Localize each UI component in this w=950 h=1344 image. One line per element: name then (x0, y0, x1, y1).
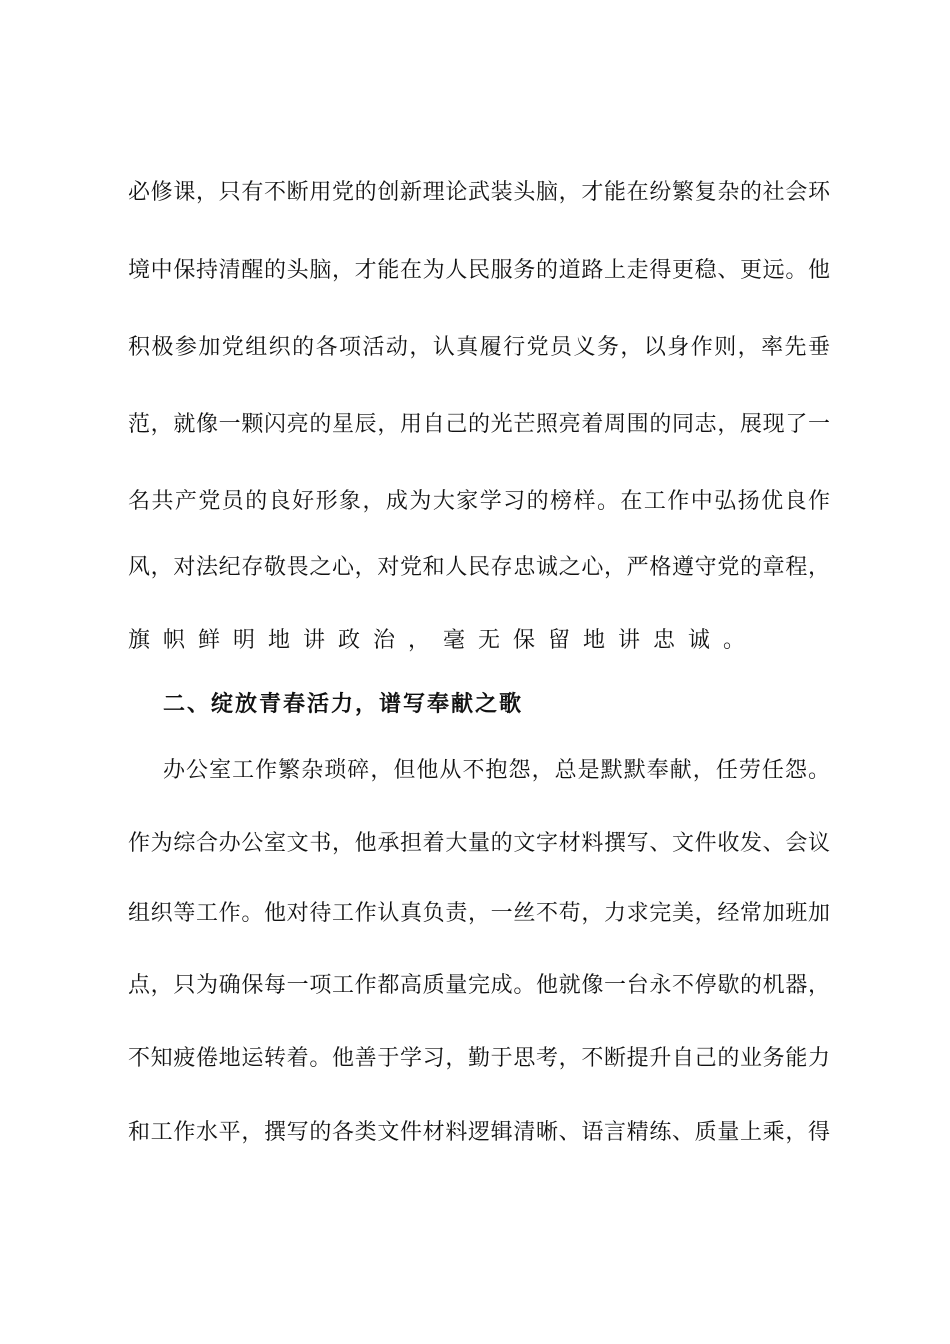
paragraph-line: 旗帜鲜明地讲政治，毫无保留地讲忠诚。 (128, 627, 759, 652)
paragraph-line: 作为综合办公室文书，他承担着大量的文字材料撰写、文件收发、会议 (128, 830, 830, 855)
section-heading: 二、绽放青春活力，谱写奉献之歌 (163, 691, 524, 716)
paragraph-line: 境中保持清醒的头脑，才能在为人民服务的道路上走得更稳、更远。他 (128, 257, 830, 282)
paragraph-line: 名共产党员的良好形象，成为大家学习的榜样。在工作中弘扬优良作 (128, 488, 830, 513)
paragraph-line: 办公室工作繁杂琐碎，但他从不抱怨，总是默默奉献，任劳任怨。 (163, 757, 830, 782)
paragraph-line: 风，对法纪存敬畏之心，对党和人民存忠诚之心，严格遵守党的章程， (128, 554, 830, 579)
paragraph-line: 范，就像一颗闪亮的星辰，用自己的光芒照亮着周围的同志，展现了一 (128, 411, 830, 436)
paragraph-line: 点，只为确保每一项工作都高质量完成。他就像一台永不停歇的机器， (128, 972, 830, 997)
paragraph-line: 积极参加党组织的各项活动，认真履行党员义务，以身作则，率先垂 (128, 334, 830, 359)
paragraph-line: 必修课，只有不断用党的创新理论武装头脑，才能在纷繁复杂的社会环 (128, 179, 830, 204)
paragraph-line: 不知疲倦地运转着。他善于学习，勤于思考，不断提升自己的业务能力 (128, 1045, 830, 1070)
paragraph-line: 和工作水平，撰写的各类文件材料逻辑清晰、语言精练、质量上乘，得 (128, 1119, 830, 1144)
paragraph-line: 组织等工作。他对待工作认真负责，一丝不苟，力求完美，经常加班加 (128, 900, 830, 925)
